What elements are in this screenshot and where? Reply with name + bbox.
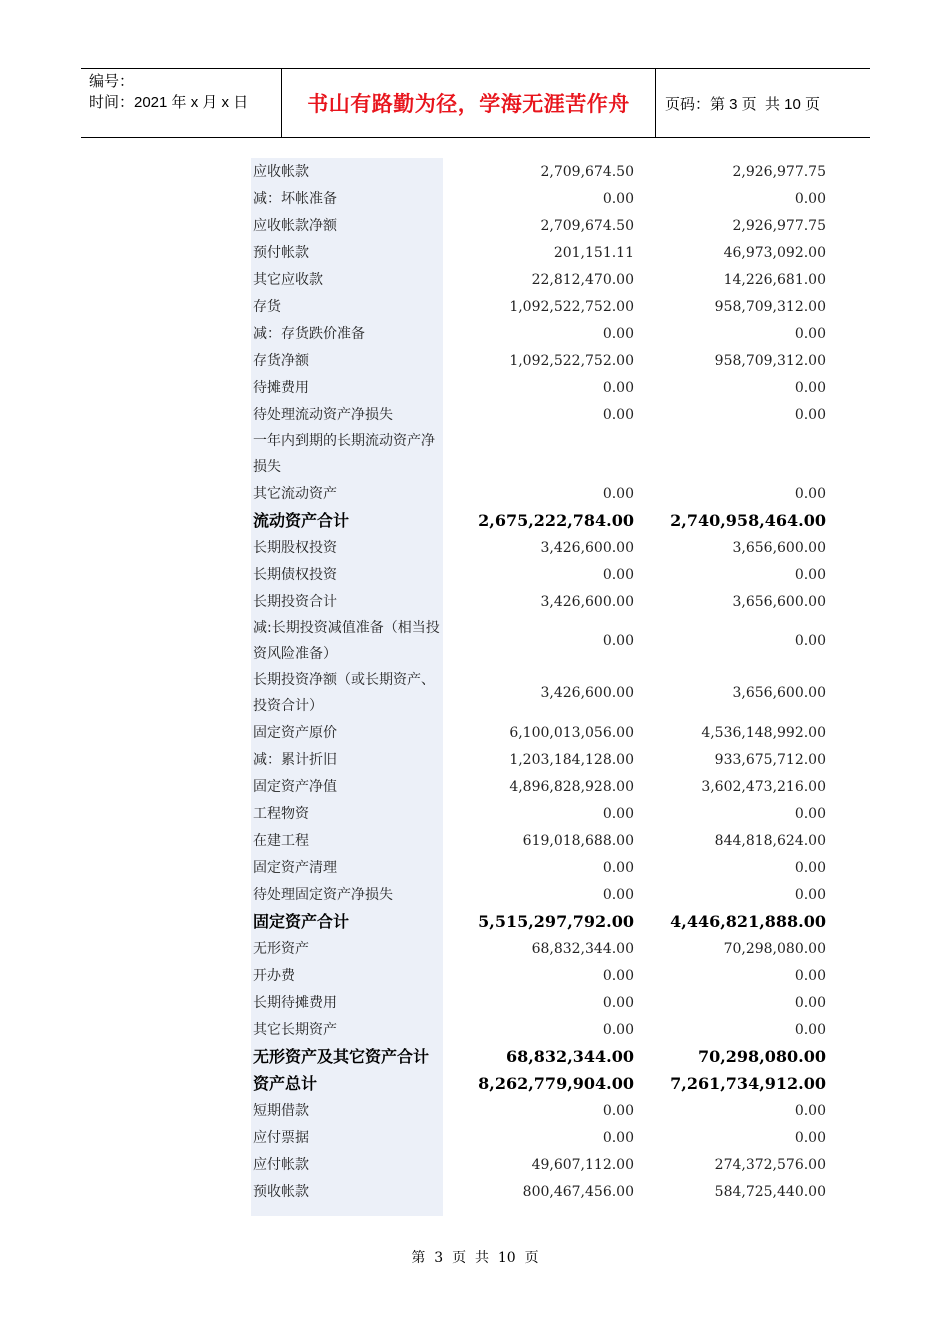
footer-page-number: 第 3 页 共 10 页 [411, 1250, 539, 1266]
table-row [251, 534, 829, 561]
row-value-current: 3,426,600.00 [540, 539, 634, 556]
row-value-current: 2,675,222,784.00 [478, 511, 634, 530]
table-row [251, 615, 829, 667]
header-motto: 书山有路勤为径，学海无涯苦作舟 [307, 92, 630, 116]
table-row [251, 1016, 829, 1043]
row-value-prior: 958,709,312.00 [714, 298, 826, 315]
table-total-row [251, 1043, 829, 1070]
doc-number-label: 编号： [89, 73, 135, 90]
row-value-prior: 0.00 [794, 1129, 826, 1146]
row-label: 存货净额 [253, 352, 309, 369]
table-row [251, 561, 829, 588]
table-row [251, 428, 829, 480]
table-row [251, 989, 829, 1016]
row-value-prior: 2,926,977.75 [732, 217, 826, 234]
row-label: 应付帐款 [253, 1156, 309, 1173]
table-row [251, 1151, 829, 1178]
row-value-prior: 0.00 [794, 325, 826, 342]
balance-sheet-table [251, 158, 829, 1205]
row-label: 其它长期资产 [253, 1021, 337, 1038]
row-value-current: 3,426,600.00 [540, 685, 634, 701]
row-label: 预收帐款 [253, 1183, 309, 1200]
row-value-current: 0.00 [602, 325, 634, 342]
row-label: 工程物资 [253, 805, 309, 822]
row-value-current: 0.00 [602, 1102, 634, 1119]
row-value-prior: 3,656,600.00 [732, 539, 826, 556]
row-value-current: 0.00 [602, 805, 634, 822]
row-value-prior: 0.00 [794, 805, 826, 822]
row-label: 待处理流动资产净损失 [253, 406, 393, 423]
table-row [251, 588, 829, 615]
row-value-current: 68,832,344.00 [505, 1047, 634, 1066]
table-total-row [251, 507, 829, 534]
table-row [251, 239, 829, 266]
table-row [251, 854, 829, 881]
table-row [251, 158, 829, 185]
row-value-current: 619,018,688.00 [522, 832, 634, 849]
row-value-prior: 933,675,712.00 [714, 751, 826, 768]
row-value-prior: 70,298,080.00 [723, 940, 826, 957]
header-meta [81, 69, 281, 137]
row-value-current: 22,812,470.00 [531, 271, 634, 288]
row-label: 长期投资净额（或长期资产、投资合计） [253, 672, 435, 714]
row-value-current: 4,896,828,928.00 [509, 778, 634, 795]
row-value-current: 0.00 [602, 1021, 634, 1038]
row-label: 存货 [253, 298, 281, 315]
row-value-current: 1,203,184,128.00 [509, 751, 634, 768]
row-value-prior: 0.00 [794, 190, 826, 207]
row-value-prior: 584,725,440.00 [714, 1183, 826, 1200]
table-row [251, 266, 829, 293]
row-value-current: 0.00 [602, 886, 634, 903]
row-value-prior: 0.00 [794, 633, 826, 649]
row-value-current: 0.00 [602, 190, 634, 207]
row-value-current: 8,262,779,904.00 [478, 1074, 634, 1093]
doc-time-label: 时间：2021 年 x 月 x 日 [89, 94, 249, 111]
row-value-current: 68,832,344.00 [531, 940, 634, 957]
row-value-current: 0.00 [602, 485, 634, 502]
row-value-current: 0.00 [602, 406, 634, 423]
table-row [251, 881, 829, 908]
row-value-current: 0.00 [602, 859, 634, 876]
row-label: 固定资产清理 [253, 859, 337, 876]
table-row [251, 320, 829, 347]
row-label: 应收帐款净额 [253, 217, 337, 234]
row-value-prior: 14,226,681.00 [723, 271, 826, 288]
row-value-current: 6,100,013,056.00 [509, 724, 634, 741]
row-label: 预付帐款 [253, 244, 309, 261]
table-row [251, 935, 829, 962]
table-row [251, 746, 829, 773]
row-value-prior: 3,656,600.00 [732, 593, 826, 610]
row-value-current: 1,092,522,752.00 [509, 298, 634, 315]
row-value-prior: 0.00 [794, 379, 826, 396]
row-value-prior: 0.00 [794, 994, 826, 1011]
row-label: 减:长期投资减值准备（相当投资风险准备） [253, 620, 440, 662]
table-row [251, 1097, 829, 1124]
row-label: 其它应收款 [253, 271, 323, 288]
row-value-current: 0.00 [602, 1129, 634, 1146]
row-label: 固定资产净值 [253, 778, 337, 795]
table-row [251, 480, 829, 507]
table-row [251, 185, 829, 212]
table-row [251, 962, 829, 989]
row-label: 减：累计折旧 [253, 751, 337, 768]
row-label: 在建工程 [253, 832, 309, 849]
row-label: 固定资产原价 [253, 724, 337, 741]
table-row [251, 667, 829, 719]
row-label: 长期股权投资 [253, 539, 337, 556]
row-label: 长期投资合计 [253, 593, 337, 610]
table-total-row [251, 1070, 829, 1097]
row-label: 减：存货跌价准备 [253, 325, 365, 342]
row-label: 减：坏帐准备 [253, 190, 337, 207]
row-value-prior: 7,261,734,912.00 [670, 1074, 826, 1093]
row-label: 固定资产合计 [253, 911, 350, 931]
row-value-prior: 0.00 [794, 566, 826, 583]
row-label: 资产总计 [253, 1073, 318, 1093]
page-footer [0, 1247, 950, 1267]
table-row [251, 212, 829, 239]
row-value-prior: 274,372,576.00 [714, 1156, 826, 1173]
row-label: 长期债权投资 [253, 566, 337, 583]
row-value-prior: 3,602,473,216.00 [701, 778, 826, 795]
row-label: 待摊费用 [253, 379, 309, 396]
table-row [251, 827, 829, 854]
table-row [251, 293, 829, 320]
row-label: 开办费 [253, 967, 295, 984]
row-value-current: 0.00 [602, 633, 634, 649]
row-value-current: 0.00 [602, 566, 634, 583]
table-row [251, 401, 829, 428]
row-value-prior: 0.00 [794, 485, 826, 502]
row-value-prior: 4,446,821,888.00 [670, 912, 826, 931]
row-value-current: 2,709,674.50 [540, 163, 634, 180]
row-label: 待处理固定资产净损失 [253, 886, 393, 903]
row-value-prior: 2,740,958,464.00 [670, 511, 826, 530]
row-value-prior: 3,656,600.00 [732, 685, 826, 701]
header-page-info: 页码：第 3 页 共 10 页 [665, 95, 821, 113]
row-value-current: 0.00 [602, 967, 634, 984]
row-value-prior: 0.00 [794, 967, 826, 984]
table-row [251, 719, 829, 746]
row-value-current: 49,607,112.00 [531, 1156, 634, 1173]
table-total-row [251, 908, 829, 935]
row-label: 无形资产及其它资产合计 [253, 1046, 430, 1066]
row-value-prior: 0.00 [794, 886, 826, 903]
row-label: 流动资产合计 [253, 510, 350, 530]
header-motto-cell [281, 69, 656, 137]
row-label: 短期借款 [253, 1102, 309, 1119]
header-page-cell [656, 69, 870, 137]
row-value-current: 1,092,522,752.00 [509, 352, 634, 369]
row-value-prior: 0.00 [794, 406, 826, 423]
table-row [251, 773, 829, 800]
row-value-prior: 958,709,312.00 [714, 352, 826, 369]
row-label: 应收帐款 [253, 163, 309, 180]
row-value-current: 3,426,600.00 [540, 593, 634, 610]
page-header [81, 68, 870, 138]
table-row [251, 800, 829, 827]
row-value-prior: 70,298,080.00 [697, 1047, 826, 1066]
table-row [251, 1124, 829, 1151]
row-label: 无形资产 [253, 940, 309, 957]
row-label: 其它流动资产 [253, 485, 337, 502]
row-label: 一年内到期的长期流动资产净损失 [253, 433, 435, 475]
row-value-prior: 46,973,092.00 [723, 244, 826, 261]
row-value-current: 201,151.11 [553, 244, 634, 261]
row-value-current: 800,467,456.00 [522, 1183, 634, 1200]
table-row [251, 347, 829, 374]
row-value-prior: 0.00 [794, 1021, 826, 1038]
row-value-prior: 844,818,624.00 [714, 832, 826, 849]
row-value-current: 5,515,297,792.00 [478, 912, 634, 931]
row-value-prior: 0.00 [794, 859, 826, 876]
table-row [251, 374, 829, 401]
row-value-prior: 2,926,977.75 [732, 163, 826, 180]
row-value-current: 0.00 [602, 379, 634, 396]
row-value-current: 0.00 [602, 994, 634, 1011]
row-value-prior: 4,536,148,992.00 [701, 724, 826, 741]
table-row [251, 1178, 829, 1205]
row-label: 应付票据 [253, 1129, 309, 1146]
row-value-current: 2,709,674.50 [540, 217, 634, 234]
row-label: 长期待摊费用 [253, 994, 337, 1011]
row-value-prior: 0.00 [794, 1102, 826, 1119]
